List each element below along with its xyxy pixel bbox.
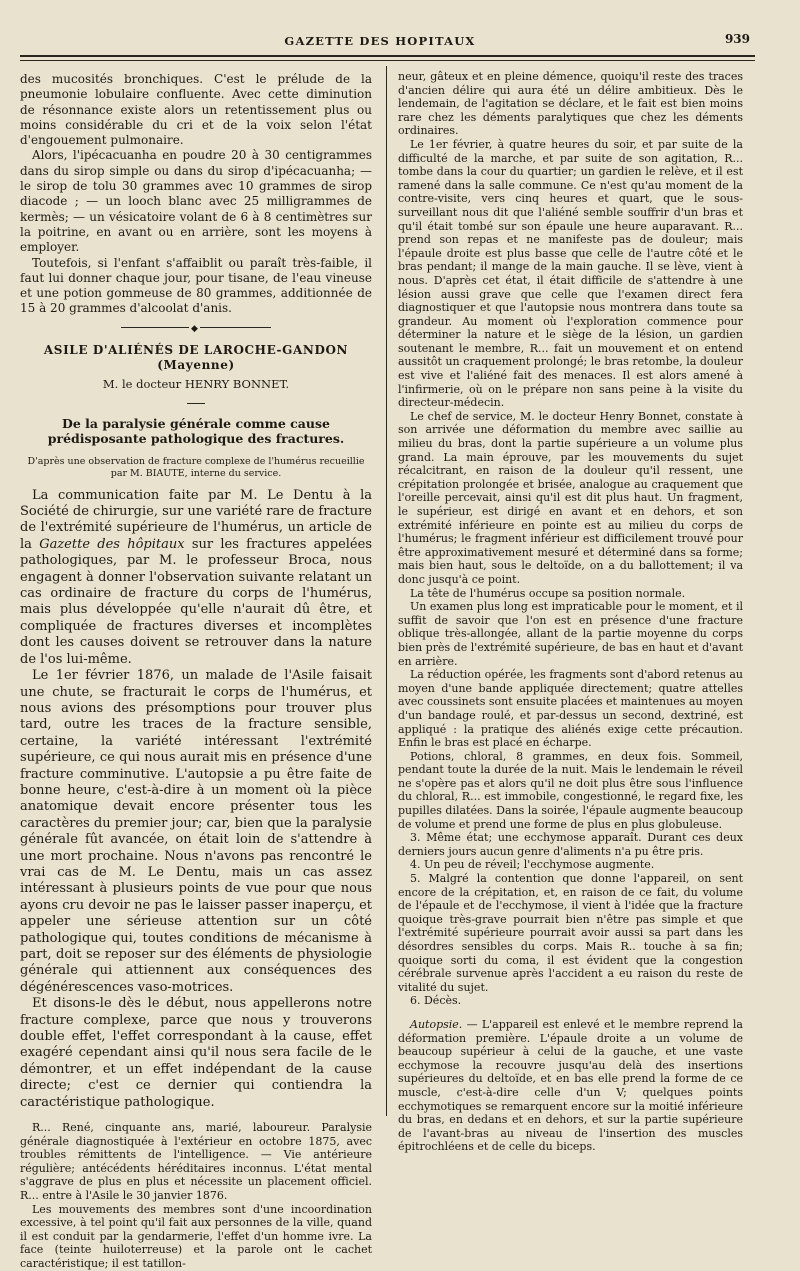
header-rule-thick bbox=[20, 55, 755, 57]
paragraph: Le 1er février 1876, un malade de l'Asile faisait une chute, se fracturait le corps de l'humérus, et nous avions des présomptions pour trouver plus tard, outre les traces de la fracture sensible, certaine, la variété intéressant l'extrémité supérieure, ce qui nous aurait mis en présence d'une fracture comminutive. L'autopsie a pu être faite de bonne heure, c'est-à-dire à un moment où la pièce anatomique devait encore présenter tous les caractères du premier jour; car, bien que la paralysie générale fût avancée, on était loin de s'attendre à une mort prochaine. Nous n'avons pas rencontré le vrai cas de M. Le Dentu, mais un cas assez intéressant à plusieurs points de vue pour que nous ayons cru devoir ne pas le laisser passer inaperçu, et appeler une sérieuse attention sur un côté pathologique qui, toutes conditions de mécanisme à part, doit se reposer sur des éléments de physiologie générale qui attiennent aux conséquences des dégénérescences vaso-motrices. bbox=[20, 668, 372, 995]
paragraph: Les mouvements des membres sont d'une incoordination excessive, à tel point qu'il fait aux personnes de la ville, quand il est conduit par la gendarmerie, l'effet d'un homme ivre. La face (teinte huiloterreuse) et la parole ont le cachet caractéristique; il est tatillon- bbox=[20, 1202, 372, 1271]
section-heading: ASILE D'ALIÉNÉS DE LAROCHE-GANDON (Mayenne) bbox=[43, 342, 349, 373]
list-item: 6. Décès. bbox=[410, 994, 462, 1008]
paragraph: Un examen plus long est impraticable pour le moment, et il suffit de savoir que l'on est en présence d'une fracture oblique très-allongée, allant de la partie moyenne du corps bien près de l'extrémité supérieure, de bas en haut et d'avant en arrière. bbox=[398, 600, 743, 668]
text-run: — L'appareil est enlevé et le membre reprend la déformation première. L'épaule droite a un volume de beaucoup supérieur à celui de la gauche, et une vaste ecchymose la recouvre jusqu'au delà des insertions supérieures du deltoïde, et en bas elle prend la forme de ce muscle, c'est-à-dire celle d'un V; quelques points ecchymotiques se remarquent encore sur la moitié inférieure du bras, en dedans et en dehors, et sur la partie supérieure de l'avant-bras au niveau de l'insertion des muscles épitrochléens et de celle du biceps. bbox=[398, 1017, 743, 1154]
journal-name-italic: Gazette des hôpitaux bbox=[39, 536, 185, 552]
spacer bbox=[20, 1111, 372, 1121]
list-item: 3. Même état; une ecchymose apparaît. Durant ces deux derniers jours aucun genre d'aliments n'a pu être pris. bbox=[398, 831, 743, 858]
paragraph: Et disons-le dès le début, nous appellerons notre fracture complexe, parce que nous y trouverons double effet, l'effet correspondant à la cause, effet exagéré cependant ainsi qu'il nous sera facile de le démontrer, et un effet indépendant de la cause directe; c'est ce dernier qui contiendra la caractéristique pathologique. bbox=[20, 996, 372, 1110]
paragraph: Potions, chloral, 8 grammes, en deux fois. Sommeil, pendant toute la durée de la nuit. Mais le lendemain le réveil ne s'opère pas et alors qu'il ne doit plus être sous l'influence du chloral, R... est immobile, congestionné, le regard fixe, les pupilles dilatées. Dans la soirée, l'épaule augmente beaucoup de volume et prend une forme de plus en plus globuleuse. bbox=[398, 749, 743, 831]
column-divider bbox=[386, 66, 387, 1116]
paragraph: Alors, l'ipécacuanha en poudre 20 à 30 centigrammes dans du sirop simple ou dans du sirop d'ipécacuanha; — le sirop de tolu 30 grammes avec 10 grammes de sirop diacode ; — un looch blanc avec 25 milligrammes de kermès; — un vésicatoire volant de 6 à 8 centimètres sur la poitrine, en avant ou en arrière, sont les moyens à employer. bbox=[20, 148, 372, 255]
paragraph: R... René, cinquante ans, marié, laboureur. Paralysie générale diagnostiquée à l'extérieur en octobre 1875, avec troubles rémittents de l'intelligence. — Vie antérieure régulière; antécédents héréditaires inconnus. L'état mental s'aggrave de plus en plus et nécessite un placement officiel. R... entre à l'Asile le 30 janvier 1876. bbox=[20, 1121, 372, 1203]
paragraph: Le chef de service, M. le docteur Henry Bonnet, constate à son arrivée une déformation du membre avec saillie au milieu du bras, dont la partie supérieure a un volume plus grand. La main éprouve, par les mouvements du sujet récalcitrant, en raison de la douleur qu'il ressent, une crépitation prolongée et brisée, analogue au craquement que l'oreille percevait, ainsi qu'il est dit plus haut. Un fragment, le supérieur, est dirigé en avant et en dehors, et son extrémité inférieure en pointe est au milieu du corps de l'humérus; le fragment inférieur est difficilement trouvé pour être approximativement mesuré et déterminé dans sa forme; mais bien haut, sous le deltoïde, on a du ballottement; il va donc jusqu'à ce point. bbox=[398, 409, 743, 586]
left-column bbox=[20, 72, 372, 1271]
short-rule bbox=[187, 403, 205, 404]
separator-ornament-icon: ◆ bbox=[189, 322, 200, 337]
list-item: 5. Malgré la contention que donne l'appareil, on sent encore de la crépitation, et, en raison de ce fait, du volume de l'épaule et de l'ecchymose, il vient à l'idée que la fracture quoique très-grave pourrait bien n'être pas simple et que l'extrémité supérieure pourrait avoir aussi sa part dans les désordres sensibles du corps. Mais R.. touche à sa fin; quoique sorti du coma, il est évident que la congestion cérébrale survenue après l'accident a eu raison du reste de vitalité du sujet. bbox=[398, 872, 743, 994]
spacer bbox=[398, 1008, 743, 1018]
page-header bbox=[20, 28, 750, 54]
right-column bbox=[398, 70, 743, 1154]
article-note: D'après une observation de fracture complexe de l'humérus recueillie par M. BIAUTE, interne du service. bbox=[27, 455, 365, 479]
section-author: M. le docteur HENRY BONNET. bbox=[102, 377, 290, 392]
header-rule-thin bbox=[20, 60, 755, 61]
paragraph: La tête de l'humérus occupe sa position normale. bbox=[410, 586, 686, 600]
list-item: 4. Un peu de réveil; l'ecchymose augmente. bbox=[410, 858, 655, 872]
journal-title: GAZETTE DES HOPITAUX bbox=[284, 34, 476, 48]
autopsy-label: Autopsie. bbox=[410, 1017, 463, 1031]
page-number: 939 bbox=[724, 32, 750, 46]
paragraph: des mucosités bronchiques. C'est le prélude de la pneumonie lobulaire confluente. Avec cette diminution de résonnance existe alors un retentissement plus ou moins considérable du cri et de la voix selon l'état d'engouement pulmonaire. bbox=[20, 72, 372, 148]
article-title: De la paralysie générale comme cause prédisposante pathologique des fractures. bbox=[47, 415, 345, 446]
paragraph: Toutefois, si l'enfant s'affaiblit ou paraît très-faible, il faut lui donner chaque jour, pour tisane, de l'eau vineuse et une potion gommeuse de 80 grammes, additionnée de 15 à 20 grammes d'alcoolat d'anis. bbox=[20, 255, 372, 316]
text-run: sur les fractures appelées pathologiques, par M. le professeur Broca, nous engagent à donner l'observation suivante relatant un cas ordinaire de fracture du corps de l'humérus, mais plus développée qu'elle n'aurait dû être, et compliquée de fractures diverses et incomplètes dont les causes doivent se retrouver dans la nature de l'os lui-même. bbox=[20, 536, 372, 667]
text-run: La communication faite par M. Le Dentu à la Société de chirurgie, sur une variété rare de fracture de l'extrémité supérieure de l'humérus, un article de la bbox=[20, 487, 372, 552]
paragraph: La réduction opérée, les fragments sont d'abord retenus au moyen d'une bande appliquée directement; quatre attelles avec coussinets sont ensuite placées et maintenues au moyen d'un bandage roulé, et par-dessus un second, dextriné, est appliqué : la pratique des aliénés exige cette précaution. Enfin le bras est placé en écharpe. bbox=[398, 668, 743, 750]
section-separator bbox=[121, 323, 271, 334]
paragraph bbox=[398, 1018, 743, 1154]
paragraph: Le 1er février, à quatre heures du soir, et par suite de la difficulté de la marche, et par suite de son agitation, R... tombe dans la cour du quartier; un gardien le relève, et il est ramené dans la salle commune. Ce n'est qu'au moment de la contre-visite, vers cinq heures et quart, que le sous-surveillant nous dit que l'aliéné semble souffrir d'un bras et qu'il était tombé sur son épaule une heure auparavant. R... prend son repas et ne manifeste pas de douleur; mais l'épaule droite est plus basse que celle de l'autre côté et le bras pendant; il mange de la main gauche. Il se lève, vient à nous. D'après cet état, il était difficile de s'attendre à une lésion aussi grave que celle que l'examen direct fera diagnostiquer et que l'autopsie nous montrera dans toute sa grandeur. Au moment où l'exploration commence pour déterminer la nature et le siège de la lésion, un gardien soutenant le membre, R... fait un mouvement et on entend aussitôt un craquement prolongé; le bras retombe, la douleur est vive et l'aliéné fait des menaces. Il est alors amené à l'infirmerie, où on le prépare non sans peine à la visite du directeur-médecin. bbox=[398, 137, 743, 410]
paragraph bbox=[20, 488, 372, 668]
paragraph: neur, gâteux et en pleine démence, quoiqu'il reste des traces d'ancien délire qui aura été un délire ambitieux. Dès le lendemain, de l'agitation se déclare, et le fait est bien moins rare chez les déments paralytiques que chez les déments ordinaires. bbox=[398, 70, 743, 138]
